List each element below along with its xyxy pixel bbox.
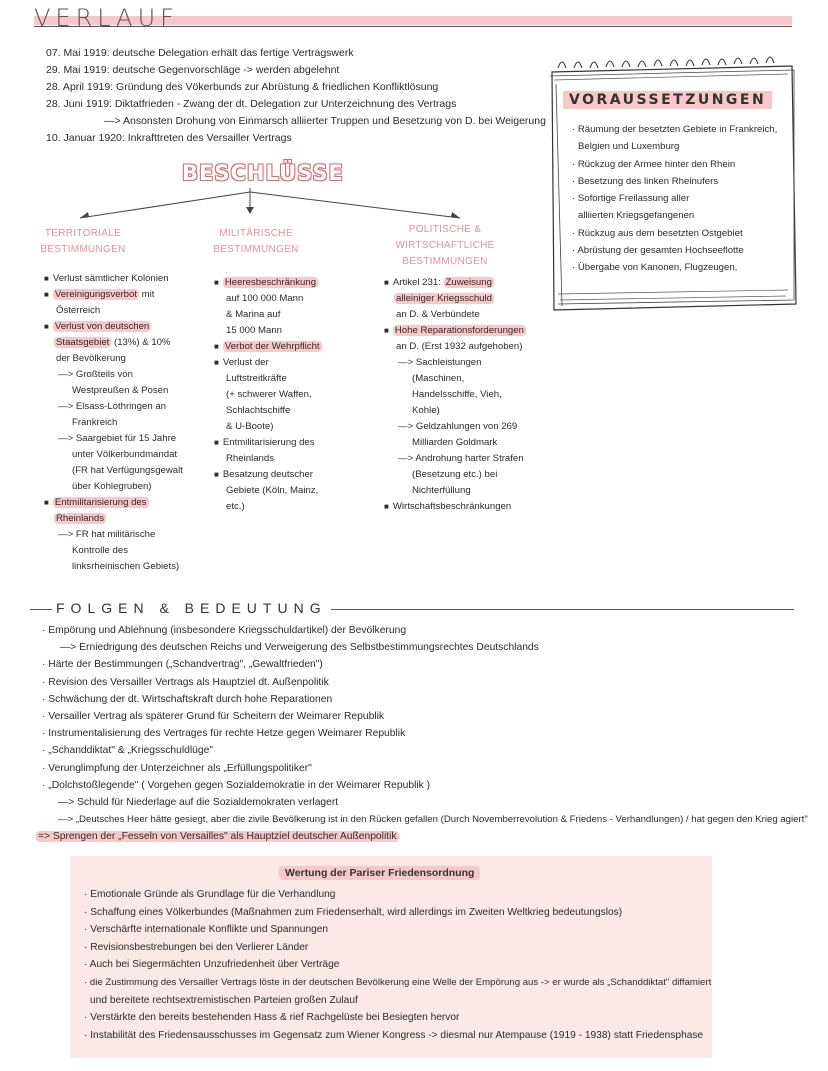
militaer-item xyxy=(214,275,322,291)
politisch-item: (Besetzung etc.) bei xyxy=(412,469,498,480)
territorial-list xyxy=(44,271,183,575)
militaer-item: ■ Besatzung deutscher xyxy=(214,467,322,483)
territorial-heading xyxy=(38,226,128,258)
militaer-item: & U-Boote) xyxy=(226,421,274,432)
wertung-list xyxy=(84,886,711,1044)
politisch-item: —> Sachleistungen xyxy=(398,357,482,368)
wertung-item: · Verstärkte den bereits bestehenden Hass & rief Rachgelüste bei Besiegten hervor xyxy=(84,1012,460,1024)
politisch-text: Artikel 231: xyxy=(392,277,444,288)
folgen-list xyxy=(38,622,808,846)
folgen-item: · Verunglimpfung der Unterzeichner als „Erfüllungspolitiker" xyxy=(42,762,312,774)
politisch-item xyxy=(384,291,526,307)
folgen-item: · Versailler Vertrag als späterer Grund für Scheitern der Weimarer Republik xyxy=(42,711,385,723)
territorial-item: —> Großteils von xyxy=(58,369,133,380)
verlauf-line: —> Ansonsten Drohung von Einmarsch alliierter Truppen und Besetzung von D. bei Weigerung xyxy=(104,115,546,127)
wertung-item: · Schaffung eines Völkerbundes (Maßnahmen zum Friedenserhalt, wird allerdings im Zweiten Weltkrieg bedeutungslos) xyxy=(84,906,623,918)
wertung-item: · Auch bei Siegermächten Unzufriedenheit über Verträge xyxy=(84,959,340,971)
folgen-item xyxy=(36,828,808,845)
militaer-item: Luftstreitkräfte xyxy=(226,373,287,384)
territorial-heading-line: BESTIMMUNGEN xyxy=(40,244,126,255)
militaer-heading-line: MILITÄRISCHE xyxy=(219,228,293,239)
territorial-item xyxy=(44,287,183,303)
folgen-item: · Instrumentalisierung des Vertrages für rechte Hetze gegen Weimarer Republik xyxy=(42,728,406,740)
territorial-item: Österreich xyxy=(56,305,101,316)
voraussetzungen-item: · Abrüstung der gesamten Hochseeflotte xyxy=(572,245,744,257)
militaer-item: etc.) xyxy=(226,501,245,512)
verlauf-line: 29. Mai 1919: deutsche Gegenvorschläge -> werden abgelehnt xyxy=(46,64,340,76)
wertung-item: · die Zustimmung des Versailler Vertrags löste in der deutschen Bevölkerung eine Welle der Empörung aus -> er wurde als „Schanddiktat" diffamiert xyxy=(84,976,712,988)
voraussetzungen-item: · Sofortige Freilassung aller xyxy=(572,193,690,205)
territorial-item xyxy=(44,511,183,527)
territorial-item xyxy=(44,495,183,511)
voraussetzungen-item: alliierten Kriegsgefangenen xyxy=(578,210,695,222)
voraussetzungen-item: · Rückzug der Armee hinter den Rhein xyxy=(572,158,736,170)
politisch-list xyxy=(384,275,526,515)
verlauf-title: VERLAUF xyxy=(34,4,179,32)
territorial-item xyxy=(44,335,183,351)
territorial-item xyxy=(44,319,183,335)
territorial-text: mit xyxy=(138,289,155,300)
wertung-item: · Verschärfte internationale Konflikte und Spannungen xyxy=(84,924,329,936)
territorial-highlight: Verlust von deutschen xyxy=(54,321,150,332)
wertung-item: · Instabilität des Friedensausschusses im Gegensatz zum Wiener Kongress -> diesmal nur Atempause (1919 - 1938) statt Friedensphase xyxy=(84,1029,704,1041)
verlauf-line: 07. Mai 1919: deutsche Delegation erhält das fertige Vertragswerk xyxy=(46,47,354,59)
territorial-heading-line: TERRITORIALE xyxy=(44,228,122,239)
folgen-title: FOLGEN & BEDEUTUNG xyxy=(52,600,331,616)
militaer-item: ■ Verlust der xyxy=(214,355,322,371)
beschluesse-title: BESCHLÜSSE xyxy=(182,161,344,185)
politisch-heading xyxy=(385,222,505,270)
territorial-item: über Kohlegruben) xyxy=(72,481,152,492)
territorial-highlight: Staatsgebiet xyxy=(56,337,110,348)
verlauf-line: 10. Januar 1920: Inkrafttreten des Versailler Vertrags xyxy=(46,132,292,144)
politisch-item: Kohle) xyxy=(412,405,440,416)
folgen-item: · „Schanddiktat" & „Kriegsschuldlüge" xyxy=(42,745,213,757)
politisch-item: (Maschinen, xyxy=(412,373,465,384)
verlauf-line: 28. April 1919: Gründung des Vökerbunds zur Abrüstung & friedlichen Konfliktlösung xyxy=(46,81,439,93)
politisch-highlight: alleiniger Kriegsschuld xyxy=(396,293,492,304)
voraussetzungen-item: · Besetzung des linken Rheinufers xyxy=(572,175,719,187)
territorial-highlight: Rheinlands xyxy=(56,513,105,524)
folgen-item: —> Erniedrigung des deutschen Reichs und Verweigerung des Selbstbestimmungsrechtes Deutschlands xyxy=(60,642,539,654)
militaer-item: (+ schwerer Waffen, xyxy=(226,389,312,400)
politisch-item xyxy=(384,275,526,291)
politisch-heading-line: POLITISCHE & xyxy=(408,224,482,235)
wertung-title: Wertung der Pariser Friedensordnung xyxy=(279,866,480,880)
folgen-conclusion: => Sprengen der „Fesseln von Versailles" als Hauptziel deutscher Außenpolitik xyxy=(38,831,397,843)
wertung-item: und bereitete rechtsextremistischen Parteien großen Zulauf xyxy=(90,994,358,1006)
politisch-heading-line: BESTIMMUNGEN xyxy=(402,256,488,267)
politisch-item: Milliarden Goldmark xyxy=(412,437,498,448)
territorial-item: (FR hat Verfügungsgewalt xyxy=(72,465,183,476)
politisch-item: —> Androhung harter Strafen xyxy=(398,453,524,464)
politisch-item: Handelsschiffe, Vieh, xyxy=(412,389,502,400)
militaer-item: & Marina auf xyxy=(226,309,281,320)
wertung-item: · Revisionsbestrebungen bei den Verlierer Länder xyxy=(84,941,309,953)
territorial-item: ■ Verlust sämtlicher Kolonien xyxy=(44,271,183,287)
militaer-list xyxy=(214,275,322,515)
beschluesse-arrows xyxy=(60,186,480,226)
folgen-item: · „Dolchstoßlegende" ( Vorgehen gegen Sozialdemokratie in der Weimarer Republik ) xyxy=(42,779,431,791)
militaer-highlight: Verbot der Wehrpflicht xyxy=(224,341,320,352)
militaer-item xyxy=(214,339,322,355)
militaer-heading xyxy=(206,226,306,258)
voraussetzungen-list xyxy=(572,121,777,277)
territorial-highlight: Vereinigungsverbot xyxy=(54,289,137,300)
militaer-item: Rheinlands xyxy=(226,453,275,464)
politisch-highlight: Zuweisung xyxy=(445,277,492,288)
voraussetzungen-title: VORAUSSETZUNGEN xyxy=(563,91,772,109)
politisch-item: Nichterfüllung xyxy=(412,485,471,496)
verlauf-line: 28. Juni 1919: Diktatfrieden - Zwang der dt. Delegation zur Unterzeichnung des Vertrags xyxy=(46,98,457,110)
folgen-item: · Härte der Bestimmungen („Schandvertrag", „Gewaltfrieden") xyxy=(42,659,323,671)
territorial-item: unter Völkerbundmandat xyxy=(72,449,178,460)
voraussetzungen-item: · Räumung der besetzten Gebiete in Frankreich, xyxy=(572,124,778,135)
politisch-item xyxy=(384,323,526,339)
voraussetzungen-item: · Übergabe von Kanonen, Flugzeugen, xyxy=(572,262,738,274)
politisch-item: an D. (Erst 1932 aufgehoben) xyxy=(396,341,523,352)
folgen-item: —> „Deutsches Heer hätte gesiegt, aber die zivile Bevölkerung ist in den Rücken gefallen (Durch Novemberrevolution & Friedens - Verhandlungen) / hat gegen den Krieg agiert" xyxy=(58,814,808,826)
militaer-item: auf 100 000 Mann xyxy=(226,293,304,304)
militaer-item: 15 000 Mann xyxy=(226,325,283,336)
militaer-heading-line: BESTIMMUNGEN xyxy=(213,244,299,255)
territorial-item: Westpreußen & Posen xyxy=(72,385,169,396)
territorial-item: der Bevölkerung xyxy=(56,353,126,364)
territorial-item: Kontrolle des xyxy=(72,545,128,556)
territorial-item: Frankreich xyxy=(72,417,118,428)
politisch-heading-line: WIRTSCHAFTLICHE xyxy=(395,240,495,251)
territorial-item: —> FR hat militärische xyxy=(58,529,156,540)
territorial-text: (13%) & 10% xyxy=(111,337,171,348)
politisch-highlight: Hohe Reparationsforderungen xyxy=(394,325,524,336)
voraussetzungen-item: Belgien und Luxemburg xyxy=(578,141,680,153)
territorial-item: —> Saargebiet für 15 Jahre xyxy=(58,433,177,444)
territorial-highlight: Entmilitarisierung des xyxy=(54,497,147,508)
territorial-item: linksrheinischen Gebiets) xyxy=(72,561,180,572)
territorial-item: —> Elsass-Lothringen an xyxy=(58,401,166,412)
politisch-item: —> Geldzahlungen von 269 xyxy=(398,421,518,432)
folgen-item: —> Schuld für Niederlage auf die Sozialdemokraten verlagert xyxy=(58,797,339,809)
folgen-item: · Schwächung der dt. Wirtschaftskraft durch hohe Reparationen xyxy=(42,693,333,705)
wertung-item: · Emotionale Gründe als Grundlage für die Verhandlung xyxy=(84,889,336,900)
folgen-item: · Empörung und Ablehnung (insbesondere Kriegsschuldartikel) der Bevölkerung xyxy=(42,625,407,636)
politisch-item: ■ Wirtschaftsbeschränkungen xyxy=(384,499,526,515)
militaer-item: ■ Entmilitarisierung des xyxy=(214,435,322,451)
politisch-item: an D. & Verbündete xyxy=(396,309,480,320)
verlauf-list xyxy=(46,45,546,147)
voraussetzungen-item: · Rückzug aus dem besetzten Ostgebiet xyxy=(572,227,743,239)
militaer-item: Gebiete (Köln, Mainz, xyxy=(226,485,319,496)
folgen-item: · Revision des Versailler Vertrags als Hauptziel dt. Außenpolitik xyxy=(42,676,329,688)
militaer-item: Schlachtschiffe xyxy=(226,405,291,416)
militaer-highlight: Heeresbeschränkung xyxy=(224,277,317,288)
